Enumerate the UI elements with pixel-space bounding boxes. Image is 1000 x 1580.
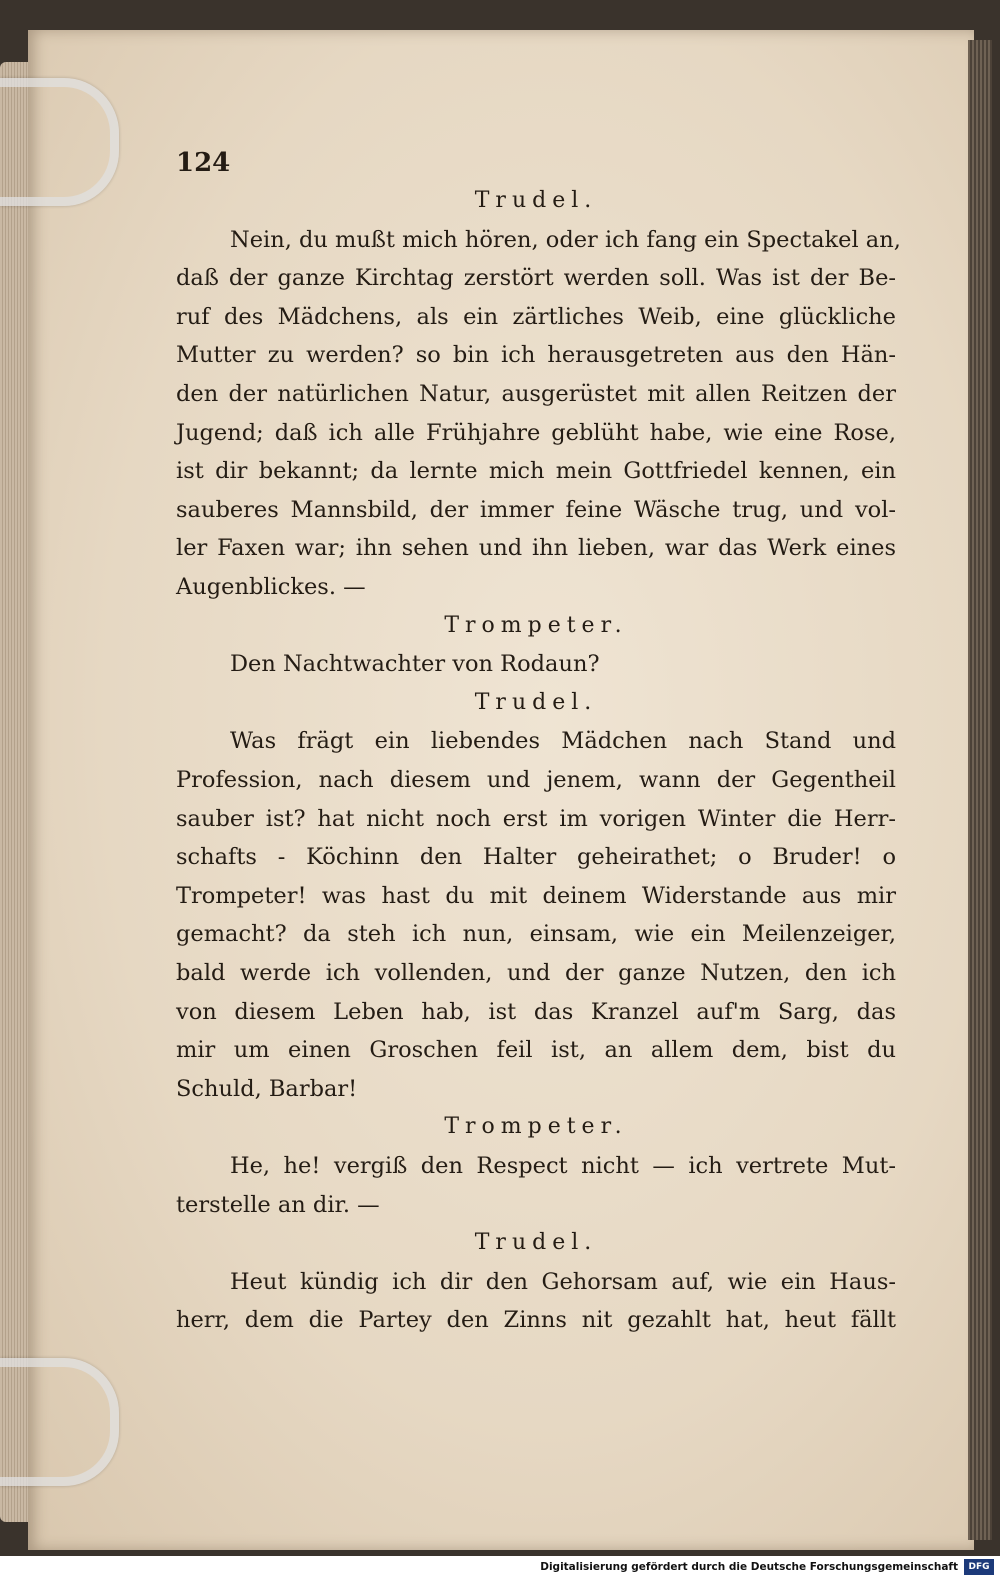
funding-credit: Digitalisierung gefördert durch die Deutsche Forschungsgemeinschaft [540,1561,958,1573]
speaker-name: Trompeter. [444,1114,628,1140]
text-line: Trompeter! was hast du mit deinem Widerstande aus mir [176,882,896,909]
paper-clip-top [0,78,119,206]
text-line: gemacht? da steh ich nun, einsam, wie ein Meilenzeiger, [176,921,896,948]
page-number: 124 [176,148,231,178]
speaker-name: Trompeter. [444,612,628,638]
text-line: von diesem Leben hab, ist das Kranzel auf'm Sarg, das [176,998,896,1025]
text-line: herr, dem die Partey den Zinns nit gezahlt hat, heut fällt [176,1307,896,1334]
text-line: bald werde ich vollenden, und der ganze Nutzen, den ich [176,960,896,986]
speaker-name: Trudel. [474,188,598,213]
text-line: mir um einen Groschen feil ist, an allem dem, bist du [176,1037,896,1064]
text-line: daß der ganze Kirchtag zerstört werden soll. Was ist der Be- [176,265,896,292]
paper-clip-bottom [0,1358,119,1486]
text-line: sauberes Mannsbild, der immer feine Wäsche trug, und vol- [176,496,896,523]
text-line: ler Faxen war; ihn sehen und ihn lieben, war das Werk eines [176,535,896,562]
text-line: terstelle an dir. — [176,1191,380,1218]
text-line: Heut kündig ich dir den Gehorsam auf, wie ein Haus- [230,1268,896,1295]
text-line: Augenblickes. — [176,574,366,600]
text-line: Profession, nach diesem und jenem, wann der Gegentheil [176,767,896,793]
text-line: Nein, du mußt mich hören, oder ich fang ein Spectakel an, [230,226,901,253]
text-line: Jugend; daß ich alle Frühjahre geblüht habe, wie eine Rose, [176,419,896,446]
text-line: ruf des Mädchens, als ein zärtliches Weib, eine glückliche [176,303,896,330]
text-line: Schuld, Barbar! [176,1075,358,1102]
speaker-name: Trudel. [474,689,598,715]
text-line: schafts - Köchinn den Halter geheirathet; o Bruder! o [176,844,896,871]
right-page-edge [968,40,992,1540]
text-line: He, he! vergiß den Respect nicht — ich vertrete Mut- [230,1153,896,1179]
text-line: Was frägt ein liebendes Mädchen nach Stand und [230,728,896,755]
text-line: Mutter zu werden? so bin ich herausgetreten aus den Hän- [176,342,896,369]
text-line: sauber ist? hat nicht noch erst im vorigen Winter die Herr- [176,805,896,832]
text-line: Den Nachtwachter von Rodaun? [230,651,600,678]
speaker-name: Trudel. [474,1230,598,1256]
text-line: ist dir bekannt; da lernte mich mein Gottfriedel kennen, ein [176,458,896,485]
footer-bar [0,1556,1000,1580]
text-line: den der natürlichen Natur, ausgerüstet mit allen Reitzen der [176,381,896,407]
left-page-stack [0,62,30,1522]
dfg-logo-icon: DFG [964,1559,994,1575]
